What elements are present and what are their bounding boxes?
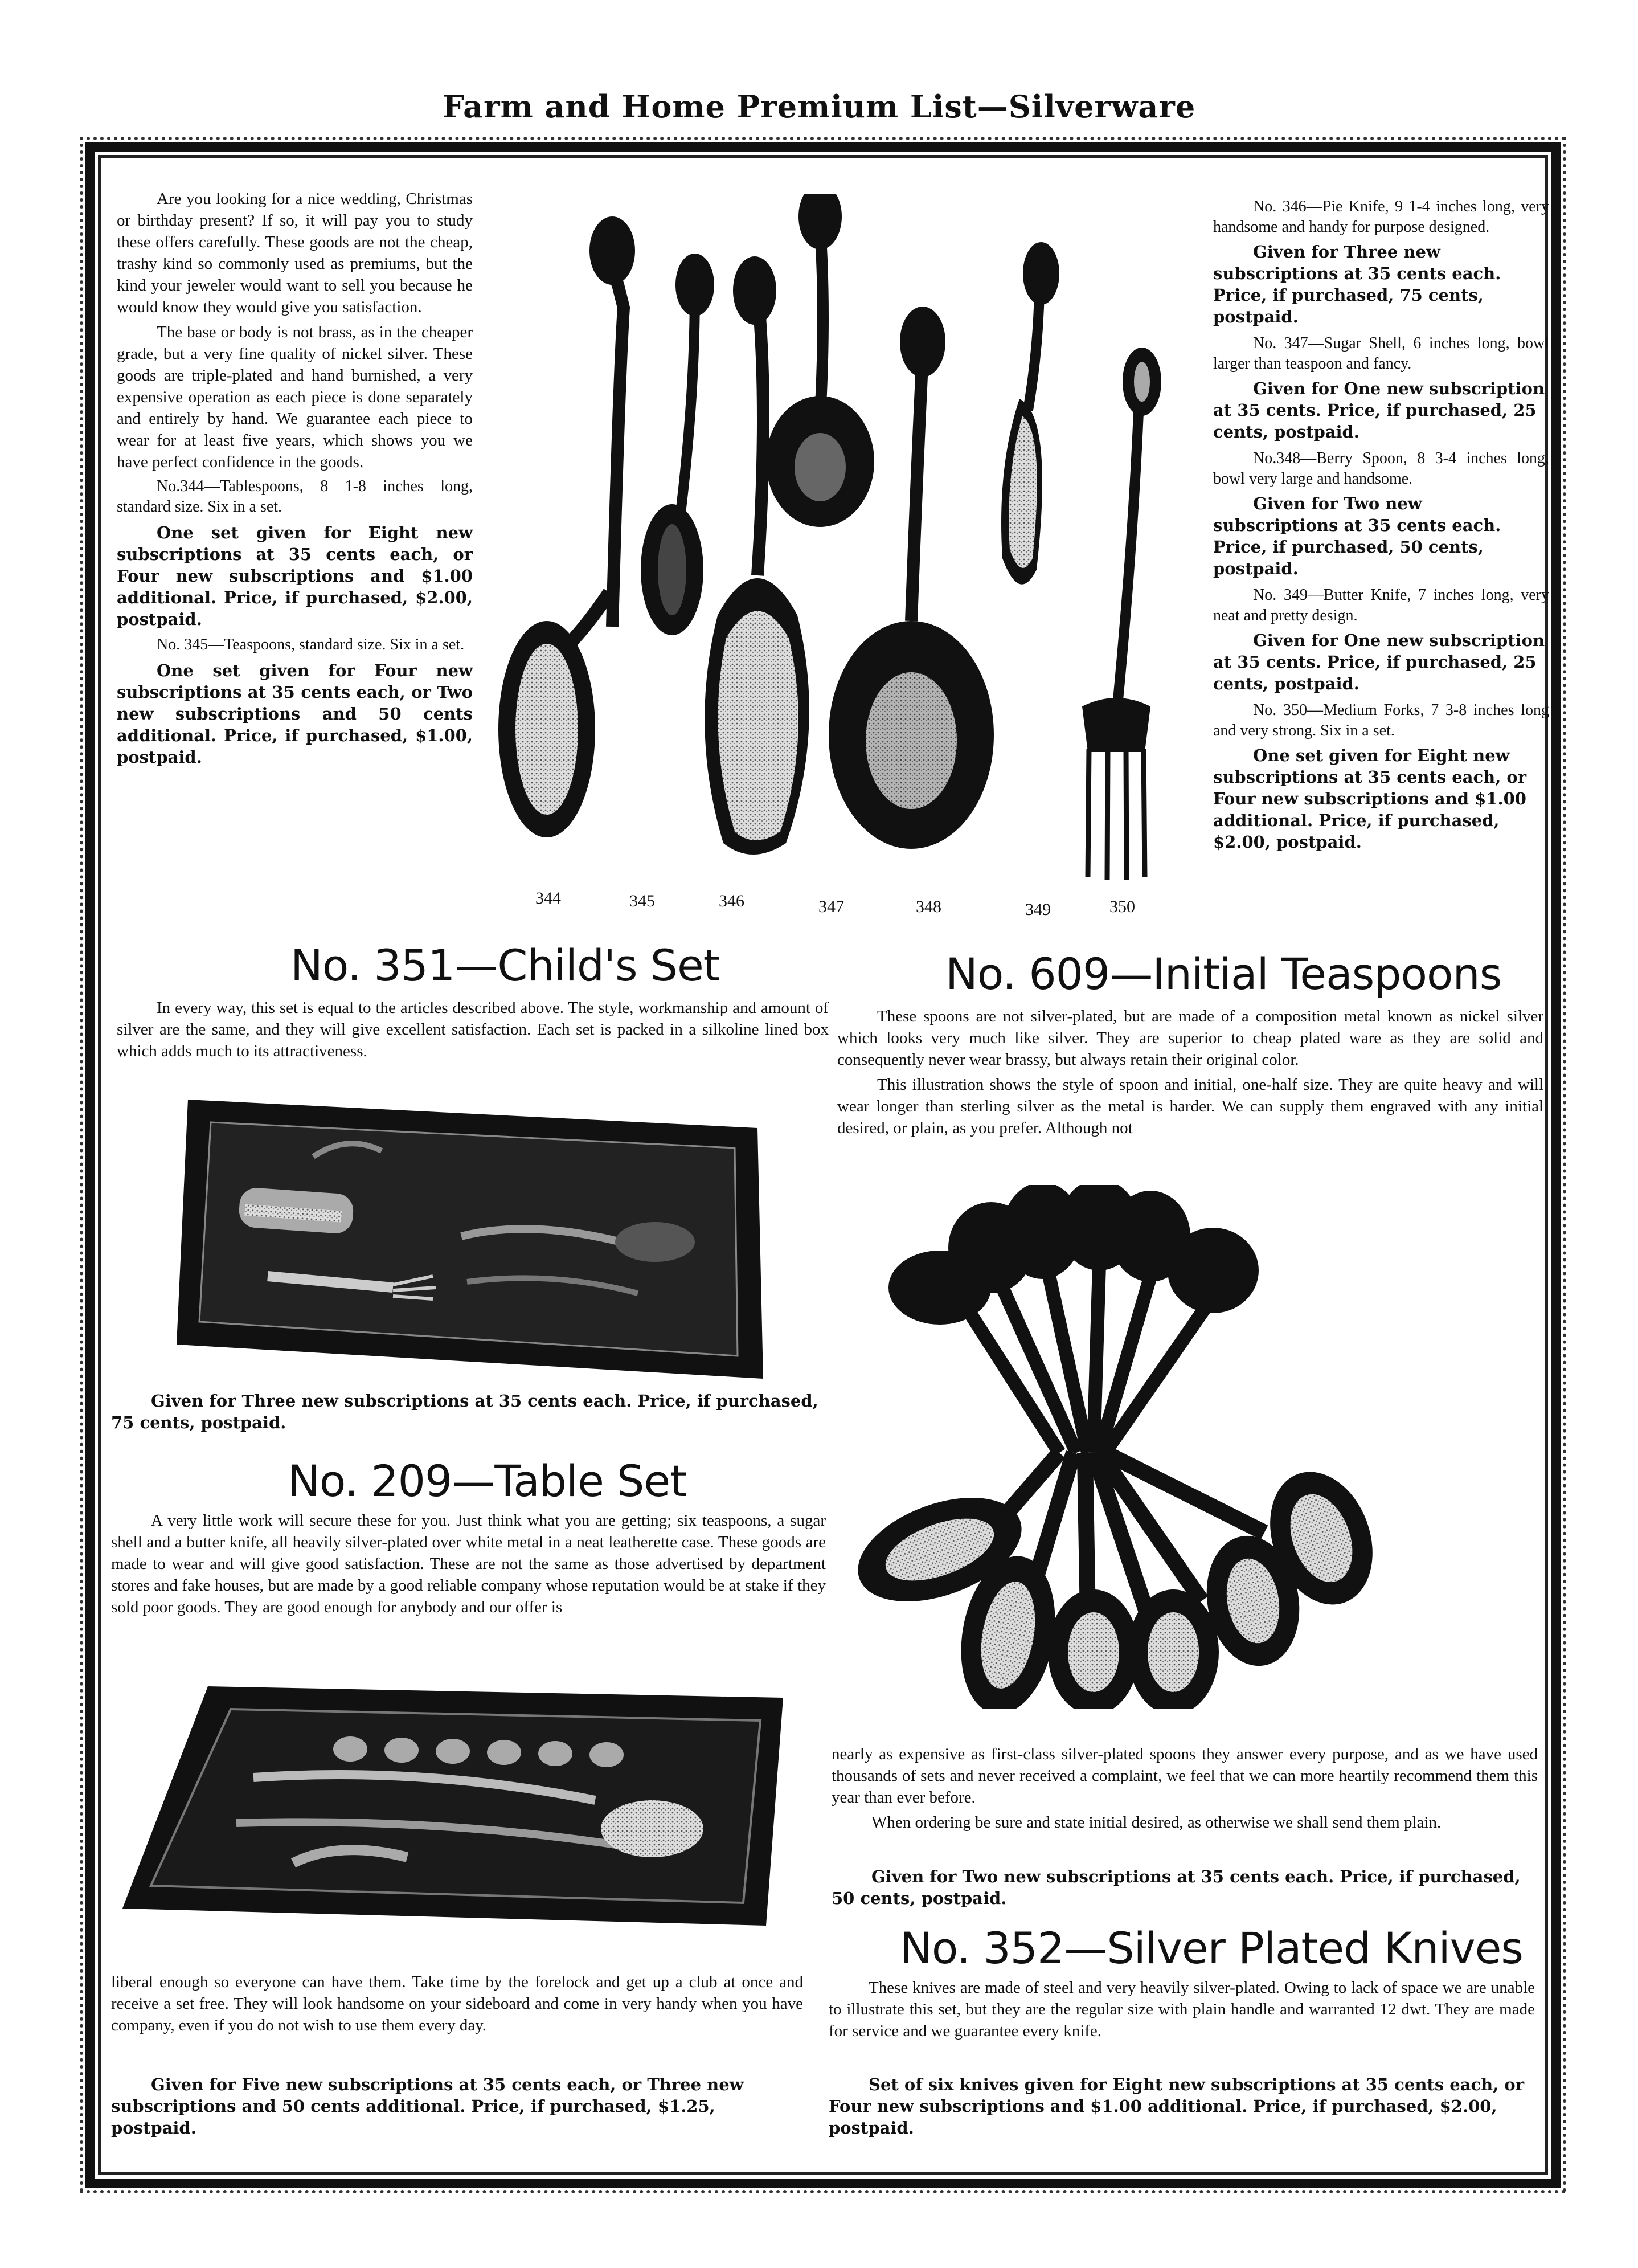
caption-347: 347 — [818, 897, 844, 916]
offer-346: Given for Three new subscriptions at 35 cents each. Price, if purchased, 75 cents, postpaid. — [1213, 242, 1501, 326]
tablespoon-344-icon — [498, 216, 635, 837]
offer-347: Given for One new subscription at 35 cents. Price, if purchased, 25 cents, postpaid. — [1213, 379, 1545, 442]
item-345: No. 345—Teaspoons, standard size. Six in a set. — [157, 636, 465, 653]
initial-teaspoons-heading: No. 609—Initial Teaspoons — [945, 949, 1502, 999]
berry-spoon-348-icon — [829, 307, 994, 849]
fork-350-icon — [1082, 348, 1161, 880]
intro-paragraph-1: Are you looking for a nice wedding, Christmas or birthday present? If so, it will pay you to study these offers carefully. These goods are not the cheap, trashy kind so commonly used as premiums, but the kind your jeweler would want to sell you because he would know they would give you satisfaction. — [117, 190, 473, 316]
table-set-text-bottom — [111, 1971, 803, 2040]
caption-345: 345 — [629, 892, 655, 910]
teaspoon-345-icon — [641, 254, 714, 635]
right-item-column — [1213, 197, 1549, 853]
offer-345: One set given for Four new subscriptions at 35 cents each, or Two new subscriptions and 50 cents additional. Price, if purchased, $1.00, postpaid. — [117, 661, 473, 767]
childs-set-box-image — [165, 1094, 769, 1390]
intro-paragraph-2: The base or body is not brass, as in the cheaper grade, but a very fine quality of nickel silver. These goods are triple-plated and hand burnished, a very expensive operation as each piece is done separately and entirely by hand. We guarantee each piece to wear for at least five years, which shows you we have perfect confidence in the goods. — [117, 323, 473, 471]
initial-teaspoons-text-bottom — [832, 1743, 1538, 1837]
item-349: No. 349—Butter Knife, 7 inches long, very neat and pretty design. — [1213, 586, 1549, 624]
initial-teaspoons-paragraph-1: These spoons are not silver-plated, but are made of a composition metal known as nickel silver which looks very much like silver. They are superior to cheap plated ware as they are solid and consequently never wear brassy, but always retain their original color. — [837, 1007, 1543, 1069]
table-set-paragraph-1: A very little work will secure these for you. Just think what you are getting; six teaspoons, a sugar shell and a butter knife, all heavily silver-plated over white metal in a neat leatherette case. These goods are made to wear and will give good satisfaction. These are not the same as those advertised by department stores and fake houses, but are made by a good reliable company whose reputation would be at stake if they sold poor goods. They are good enough for anybody and our offer is — [111, 1511, 826, 1616]
childs-set-paragraph: In every way, this set is equal to the articles described above. The style, workmanship and amount of silver are the same, and they will give excellent satisfaction. Each set is packed in a silkoline lined box which adds much to its attractiveness. — [117, 999, 829, 1060]
knives-heading: No. 352—Silver Plated Knives — [900, 1923, 1523, 1973]
childs-set-offer — [111, 1390, 829, 1433]
silverware-illustration — [490, 194, 1196, 917]
offer-348: Given for Two new subscriptions at 35 cents each. Price, if purchased, 50 cents, postpaid. — [1213, 494, 1501, 578]
item-350: No. 350—Medium Forks, 7 3-8 inches long and very strong. Six in a set. — [1213, 701, 1549, 739]
item-344: No.344—Tablespoons, 8 1-8 inches long, standard size. Six in a set. — [117, 477, 473, 516]
childs-set-text — [117, 997, 829, 1065]
caption-348: 348 — [916, 897, 941, 916]
table-set-case-image — [111, 1675, 812, 1943]
initial-teaspoons-text-top — [837, 1006, 1543, 1142]
offer-350: One set given for Eight new subscriptions at 35 cents each, or Four new subscriptions and $1.00 additional. Price, if purchased, $2.00, postpaid. — [1213, 746, 1527, 852]
caption-349: 349 — [1025, 900, 1051, 919]
caption-344: 344 — [535, 889, 561, 908]
initial-teaspoons-paragraph-2: This illustration shows the style of spoon and initial, one-half size. They are quite heavy and will wear longer than sterling silver as the metal is harder. We can supply them engraved with any initial desired, or plain, as you prefer. Although not — [837, 1076, 1543, 1137]
intro-column — [117, 188, 473, 768]
initial-teaspoons-paragraph-3: nearly as expensive as first-class silver-plated spoons they answer every purpose, and as we have used thousands of sets and never received a complaint, we feel that we can more heartily recommend them this year than ever before. — [832, 1745, 1538, 1807]
initial-teaspoons-offer-text: Given for Two new subscriptions at 35 cents each. Price, if purchased, 50 cents, postpaid. — [832, 1867, 1521, 1908]
childs-set-offer-text: Given for Three new subscriptions at 35 cents each. Price, if purchased, 75 cents, postpaid. — [111, 1391, 818, 1432]
table-set-heading: No. 209—Table Set — [288, 1456, 686, 1506]
table-set-paragraph-2: liberal enough so everyone can have them. Take time by the forelock and get up a club at once and receive a set free. They will look handsome on your sideboard and come in very handy when you have company, even if you do not wish to use them every day. — [111, 1973, 803, 2034]
childs-set-heading: No. 351—Child's Set — [290, 940, 720, 991]
knives-offer-text: Set of six knives given for Eight new subscriptions at 35 cents each, or Four new subscriptions and $1.00 additional. Price, if purchased, $2.00, postpaid. — [829, 2075, 1525, 2138]
sugar-shell-347-icon — [766, 194, 874, 527]
knives-paragraph: These knives are made of steel and very heavily silver-plated. Owing to lack of space we are unable to illustrate this set, but they are the regular size with plain handle and warranted 12 dwt. They are made for service and we guarantee every knife. — [829, 1979, 1535, 2040]
masthead: Farm and Home Premium List—Silverware — [442, 88, 1196, 125]
caption-350: 350 — [1109, 897, 1135, 916]
table-set-offer-text: Given for Five new subscriptions at 35 cents each, or Three new subscriptions and 50 cents additional. Price, if purchased, $1.25, postpaid. — [111, 2075, 744, 2138]
table-set-text-top — [111, 1510, 826, 1621]
item-346: No. 346—Pie Knife, 9 1-4 inches long, very handsome and handy for purpose designed. — [1213, 198, 1549, 236]
initial-teaspoons-paragraph-4: When ordering be sure and state initial desired, as otherwise we shall send them plain. — [871, 1813, 1442, 1832]
table-set-offer — [111, 2074, 803, 2139]
item-347: No. 347—Sugar Shell, 6 inches long, bowl larger than teaspoon and fancy. — [1213, 334, 1549, 373]
caption-346: 346 — [719, 892, 744, 910]
knives-offer — [829, 2074, 1535, 2139]
initial-teaspoons-image — [854, 1185, 1424, 1709]
pie-knife-346-icon — [705, 256, 809, 855]
offer-344: One set given for Eight new subscriptions at 35 cents each, or Four new subscriptions and $1.00 additional. Price, if purchased, $2.00, postpaid. — [117, 523, 473, 629]
item-348: No.348—Berry Spoon, 8 3-4 inches long, bowl very large and handsome. — [1213, 449, 1549, 488]
offer-349: Given for One new subscription at 35 cents. Price, if purchased, 25 cents, postpaid. — [1213, 631, 1545, 693]
butter-knife-349-icon — [1001, 242, 1059, 585]
knives-text — [829, 1977, 1535, 2045]
initial-teaspoons-offer — [832, 1866, 1538, 1909]
